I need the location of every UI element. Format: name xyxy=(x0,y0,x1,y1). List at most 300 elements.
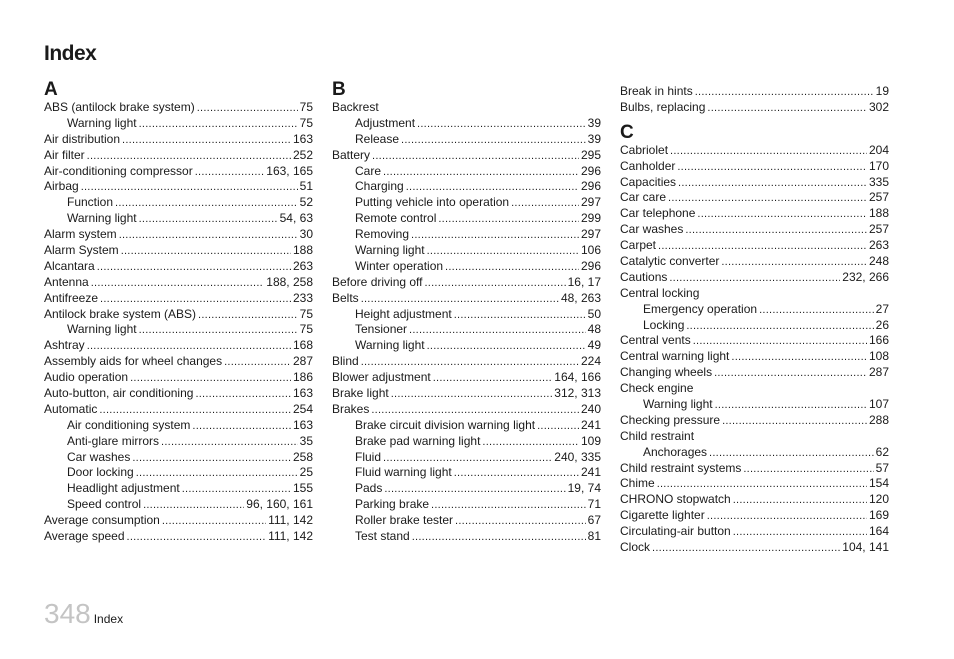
entry-label: ABS (antilock brake system) xyxy=(44,100,195,114)
entry-pages: 19 xyxy=(875,84,889,98)
entry-label: Charging xyxy=(355,179,404,194)
index-entry xyxy=(44,132,313,148)
dot-leader xyxy=(162,514,266,529)
entry-label: Warning light xyxy=(355,243,425,258)
dot-leader xyxy=(97,260,291,275)
dot-leader xyxy=(361,292,559,307)
entry-pages: 96, 160, 161 xyxy=(246,497,313,512)
dot-leader xyxy=(384,482,565,497)
dot-leader xyxy=(87,339,291,354)
entry-label: Brake pad warning light xyxy=(355,433,481,448)
entry-label: Auto-button, air conditioning xyxy=(44,386,194,401)
dot-leader xyxy=(431,498,586,513)
index-entry xyxy=(620,143,889,159)
dot-leader xyxy=(733,493,867,508)
dot-leader xyxy=(670,144,867,159)
entry-label: Cautions xyxy=(620,269,668,284)
index-entry xyxy=(620,381,889,397)
dot-leader xyxy=(81,180,298,195)
index-subentry xyxy=(332,481,601,497)
entry-pages: 302 xyxy=(868,99,889,114)
dot-leader xyxy=(139,212,278,227)
entry-label: Belts xyxy=(332,290,359,305)
entry-pages: 258 xyxy=(292,449,313,464)
dot-leader xyxy=(707,101,867,116)
index-subentry xyxy=(620,445,889,461)
entry-pages: 25 xyxy=(299,465,313,480)
dot-leader xyxy=(685,223,867,238)
dot-leader xyxy=(678,176,867,191)
entry-pages: 188 xyxy=(292,243,313,258)
dot-leader xyxy=(361,355,579,370)
entry-pages: 16, 17 xyxy=(567,274,601,289)
entry-label: Warning light xyxy=(643,397,713,412)
entry-pages: 248 xyxy=(868,254,889,269)
entry-pages: 299 xyxy=(580,211,601,226)
entry-pages: 188 xyxy=(868,206,889,221)
entry-label: Average speed xyxy=(44,529,125,544)
page-title: Index xyxy=(44,42,97,65)
entry-pages: 252 xyxy=(292,147,313,162)
index-subentry xyxy=(332,338,601,354)
index-entry xyxy=(332,386,601,402)
entry-pages: 163 xyxy=(292,417,313,432)
entry-label: Release xyxy=(355,131,400,146)
entry-label: Care xyxy=(355,163,382,178)
entry-label: Checking pressure xyxy=(620,412,721,427)
entry-label: Parking brake xyxy=(355,497,430,512)
dot-leader xyxy=(715,398,867,413)
entry-list xyxy=(332,100,601,545)
index-entry xyxy=(44,164,313,180)
dot-leader xyxy=(122,133,291,148)
index-subentry xyxy=(620,397,889,413)
dot-leader xyxy=(482,435,579,450)
entry-label: Air distribution xyxy=(44,131,121,146)
entry-pages: 106 xyxy=(580,243,601,258)
dot-leader xyxy=(657,477,867,492)
entry-label: Central warning light xyxy=(620,349,730,364)
index-entry xyxy=(332,370,601,386)
entry-pages: 27 xyxy=(875,301,889,316)
index-entry xyxy=(620,349,889,365)
dot-leader xyxy=(192,419,291,434)
entry-pages: 67 xyxy=(587,513,601,528)
dot-leader xyxy=(121,244,291,259)
entry-label: Car telephone xyxy=(620,206,696,221)
index-entry xyxy=(620,222,889,238)
dot-leader xyxy=(130,371,291,386)
entry-label: Battery xyxy=(332,147,371,162)
index-entry xyxy=(620,190,889,206)
dot-leader xyxy=(697,207,867,222)
entry-label: Test stand xyxy=(355,529,410,544)
index-entry xyxy=(44,179,313,195)
dot-leader xyxy=(707,509,867,524)
entry-label: Alarm System xyxy=(44,243,119,258)
index-subentry xyxy=(332,529,601,545)
entry-label: Air conditioning system xyxy=(67,417,191,432)
index-entry xyxy=(44,275,313,291)
entry-pages: 35 xyxy=(299,433,313,448)
entry-label: Headlight adjustment xyxy=(67,481,180,496)
entry-pages: 288 xyxy=(868,412,889,427)
index-entry xyxy=(332,291,601,307)
dot-leader xyxy=(759,303,874,318)
entry-pages: 297 xyxy=(580,195,601,210)
entry-pages: 75 xyxy=(299,115,313,130)
dot-leader xyxy=(743,462,873,477)
entry-pages: 48 xyxy=(587,322,601,337)
entry-label: Warning light xyxy=(67,211,137,226)
dot-leader xyxy=(658,239,867,254)
entry-pages: 154 xyxy=(868,476,889,491)
index-entry xyxy=(620,524,889,540)
entry-pages: 71 xyxy=(587,497,601,512)
entry-label: Capacities xyxy=(620,174,677,189)
entry-pages: 170 xyxy=(868,158,889,173)
dot-leader xyxy=(445,260,579,275)
entry-pages: 257 xyxy=(868,190,889,205)
index-subentry xyxy=(332,497,601,513)
dot-leader xyxy=(427,244,579,259)
entry-label: Before driving off xyxy=(332,274,423,289)
entry-label: Warning light xyxy=(67,115,137,130)
entry-pages: 240, 335 xyxy=(554,449,601,464)
index-entry xyxy=(620,175,889,191)
entry-label: Carpet xyxy=(620,238,657,253)
index-entry xyxy=(620,476,889,492)
dot-leader xyxy=(693,334,867,349)
dot-leader xyxy=(668,191,867,206)
entry-label: Automatic xyxy=(44,401,98,416)
index-entry xyxy=(620,365,889,381)
dot-leader xyxy=(195,387,291,402)
entry-pages: 51 xyxy=(299,179,313,194)
dot-leader xyxy=(721,255,867,270)
index-entry xyxy=(44,100,313,116)
index-entry xyxy=(44,291,313,307)
index-entry xyxy=(620,461,889,477)
entry-label: Car washes xyxy=(620,222,684,237)
index-subentry xyxy=(44,418,313,434)
dot-leader xyxy=(119,228,298,243)
entry-label: Assembly aids for wheel changes xyxy=(44,354,223,369)
dot-leader xyxy=(372,149,579,164)
entry-label: Warning light xyxy=(67,322,137,337)
entry-label: Central vents xyxy=(620,333,691,348)
entry-pages: 335 xyxy=(868,174,889,189)
entry-label: Cabriolet xyxy=(620,142,669,157)
index-entry xyxy=(620,238,889,254)
dot-leader xyxy=(401,133,586,148)
index-column-b xyxy=(332,80,601,545)
page-number: 348 xyxy=(44,598,91,629)
entry-pages: 30 xyxy=(299,227,313,242)
entry-label: Chime xyxy=(620,476,655,491)
entry-pages: 240 xyxy=(580,401,601,416)
entry-label: Brake light xyxy=(332,386,389,401)
index-subentry xyxy=(332,211,601,227)
index-entry xyxy=(332,148,601,164)
section-letter: A xyxy=(44,79,58,100)
entry-pages: 19, 74 xyxy=(567,481,601,496)
index-entry xyxy=(620,270,889,286)
entry-label: Roller brake tester xyxy=(355,513,454,528)
entry-label: CHRONO stopwatch xyxy=(620,492,731,507)
dot-leader xyxy=(731,350,867,365)
index-entry xyxy=(44,354,313,370)
entry-label: Ashtray xyxy=(44,338,85,353)
entry-pages: 49 xyxy=(587,338,601,353)
index-entry xyxy=(620,206,889,222)
entry-pages: 54, 63 xyxy=(279,211,313,226)
dot-leader xyxy=(182,482,291,497)
entry-label: Antenna xyxy=(44,274,89,289)
dot-leader xyxy=(143,498,244,513)
index-entry xyxy=(620,540,889,556)
dot-leader xyxy=(454,308,586,323)
index-entry xyxy=(44,529,313,545)
entry-pages: 168 xyxy=(292,338,313,353)
dot-leader xyxy=(87,149,291,164)
dot-leader xyxy=(383,451,552,466)
entry-pages: 104, 141 xyxy=(842,540,889,555)
entry-label: Bulbs, replacing xyxy=(620,99,706,114)
entry-pages: 39 xyxy=(587,115,601,130)
entry-pages: 52 xyxy=(299,195,313,210)
index-subentry xyxy=(332,243,601,259)
index-entry xyxy=(332,275,601,291)
dot-leader xyxy=(411,228,579,243)
dot-leader xyxy=(537,419,579,434)
entry-pages: 75 xyxy=(299,322,313,337)
entry-label: Anti-glare mirrors xyxy=(67,433,160,448)
index-entry xyxy=(620,100,889,116)
entry-pages: 163 xyxy=(292,386,313,401)
entry-pages: 297 xyxy=(580,227,601,242)
dot-leader xyxy=(197,101,298,116)
entry-label: Function xyxy=(67,195,114,210)
entry-label: Catalytic converter xyxy=(620,254,720,269)
entry-pages: 111, 142 xyxy=(268,513,313,528)
dot-leader xyxy=(455,514,586,529)
dot-leader xyxy=(406,180,579,195)
entry-label: Winter operation xyxy=(355,258,444,273)
index-entry xyxy=(332,100,601,116)
index-subentry xyxy=(332,513,601,529)
entry-label: Tensioner xyxy=(355,322,408,337)
entry-pages: 232, 266 xyxy=(842,269,889,284)
dot-leader xyxy=(224,355,291,370)
index-subentry xyxy=(44,450,313,466)
entry-label: Child restraint systems xyxy=(620,460,742,475)
index-entry xyxy=(44,370,313,386)
entry-pages: 169 xyxy=(868,508,889,523)
index-subentry xyxy=(332,195,601,211)
index-entry xyxy=(44,338,313,354)
entry-label: Door locking xyxy=(67,465,134,480)
index-subentry xyxy=(332,307,601,323)
entry-label: Backrest xyxy=(332,100,379,114)
dot-leader xyxy=(91,276,265,291)
entry-pages: 81 xyxy=(587,529,601,544)
entry-label: Airbag xyxy=(44,179,79,194)
entry-label: Average consumption xyxy=(44,513,160,528)
index-subentry xyxy=(332,116,601,132)
index-subentry xyxy=(332,465,601,481)
dot-leader xyxy=(391,387,553,402)
entry-pages: 296 xyxy=(580,179,601,194)
entry-label: Putting vehicle into operation xyxy=(355,195,510,210)
entry-label: Air filter xyxy=(44,147,85,162)
entry-list xyxy=(620,84,889,116)
index-entry xyxy=(620,413,889,429)
dot-leader xyxy=(198,308,298,323)
dot-leader xyxy=(383,165,579,180)
entry-pages: 296 xyxy=(580,163,601,178)
entry-label: Check engine xyxy=(620,381,694,396)
section-letter: C xyxy=(620,121,634,143)
dot-leader xyxy=(417,117,586,132)
dot-leader xyxy=(652,541,840,556)
dot-leader xyxy=(139,117,298,132)
entry-label: Removing xyxy=(355,227,410,242)
entry-pages: 164, 166 xyxy=(554,370,601,385)
entry-label: Cigarette lighter xyxy=(620,508,705,523)
dot-leader xyxy=(132,451,291,466)
index-subentry xyxy=(44,322,313,338)
index-subentry xyxy=(332,322,601,338)
dot-leader xyxy=(99,403,291,418)
entry-pages: 108 xyxy=(868,349,889,364)
index-entry xyxy=(44,259,313,275)
entry-pages: 164 xyxy=(868,524,889,539)
entry-pages: 224 xyxy=(580,354,601,369)
entry-pages: 204 xyxy=(868,142,889,157)
index-subentry xyxy=(44,465,313,481)
entry-pages: 287 xyxy=(292,354,313,369)
entry-label: Air-conditioning compressor xyxy=(44,163,193,178)
entry-label: Car washes xyxy=(67,449,131,464)
dot-leader xyxy=(412,530,586,545)
entry-label: Anchorages xyxy=(643,444,708,459)
dot-leader xyxy=(669,271,840,286)
entry-pages: 75 xyxy=(299,100,313,114)
entry-label: Adjustment xyxy=(355,115,416,130)
entry-label: Clock xyxy=(620,540,651,555)
index-entry xyxy=(620,333,889,349)
index-subentry xyxy=(44,481,313,497)
entry-label: Speed control xyxy=(67,497,142,512)
entry-label: Locking xyxy=(643,317,685,332)
entry-pages: 186 xyxy=(292,370,313,385)
entry-label: Height adjustment xyxy=(355,306,452,321)
entry-pages: 50 xyxy=(587,306,601,321)
entry-pages: 107 xyxy=(868,397,889,412)
index-subentry xyxy=(332,434,601,450)
dot-leader xyxy=(195,165,265,180)
entry-label: Fluid xyxy=(355,449,382,464)
index-column-a xyxy=(44,80,313,545)
section-letter: B xyxy=(332,79,346,100)
index-subentry xyxy=(332,259,601,275)
index-subentry xyxy=(332,450,601,466)
entry-label: Changing wheels xyxy=(620,365,713,380)
dot-leader xyxy=(115,196,298,211)
index-subentry xyxy=(44,211,313,227)
entry-pages: 57 xyxy=(875,460,889,475)
index-entry xyxy=(620,159,889,175)
entry-label: Remote control xyxy=(355,211,437,226)
entry-label: Alcantara xyxy=(44,258,95,273)
entry-label: Brake circuit division warning light xyxy=(355,417,536,432)
entry-pages: 263 xyxy=(292,258,313,273)
dot-leader xyxy=(714,366,867,381)
dot-leader xyxy=(100,292,291,307)
entry-label: Blower adjustment xyxy=(332,370,431,385)
index-entry xyxy=(620,84,889,100)
entry-label: Antilock brake system (ABS) xyxy=(44,306,197,321)
index-subentry xyxy=(44,195,313,211)
entry-pages: 166 xyxy=(868,333,889,348)
entry-label: Alarm system xyxy=(44,227,117,242)
entry-list xyxy=(44,100,313,545)
dot-leader xyxy=(511,196,579,211)
index-entry xyxy=(44,386,313,402)
entry-label: Break in hints xyxy=(620,84,693,98)
dot-leader xyxy=(686,319,873,334)
entry-pages: 163, 165 xyxy=(266,163,313,178)
entry-pages: 295 xyxy=(580,147,601,162)
dot-leader xyxy=(425,276,566,291)
entry-pages: 254 xyxy=(292,401,313,416)
entry-pages: 62 xyxy=(875,444,889,459)
dot-leader xyxy=(136,466,298,481)
entry-pages: 26 xyxy=(875,317,889,332)
dot-leader xyxy=(454,466,579,481)
entry-label: Emergency operation xyxy=(643,301,758,316)
dot-leader xyxy=(161,435,298,450)
page-footer xyxy=(44,598,123,630)
entry-label: Pads xyxy=(355,481,383,496)
dot-leader xyxy=(695,85,874,100)
index-entry xyxy=(44,227,313,243)
entry-pages: 163 xyxy=(292,131,313,146)
dot-leader xyxy=(427,339,586,354)
index-subentry xyxy=(332,132,601,148)
index-subentry xyxy=(332,418,601,434)
entry-label: Child restraint xyxy=(620,428,695,443)
dot-leader xyxy=(733,525,867,540)
index-entry xyxy=(44,402,313,418)
index-entry xyxy=(332,354,601,370)
entry-label: Fluid warning light xyxy=(355,465,452,480)
entry-pages: 188, 258 xyxy=(266,274,313,289)
entry-pages: 287 xyxy=(868,365,889,380)
entry-pages: 257 xyxy=(868,222,889,237)
entry-label: Car care xyxy=(620,190,667,205)
entry-label: Warning light xyxy=(355,338,425,353)
entry-label: Antifreeze xyxy=(44,290,99,305)
entry-pages: 241 xyxy=(580,417,601,432)
entry-pages: 109 xyxy=(580,433,601,448)
entry-pages: 296 xyxy=(580,258,601,273)
index-entry xyxy=(620,254,889,270)
dot-leader xyxy=(409,323,586,338)
entry-pages: 233 xyxy=(292,290,313,305)
index-subentry xyxy=(44,497,313,513)
